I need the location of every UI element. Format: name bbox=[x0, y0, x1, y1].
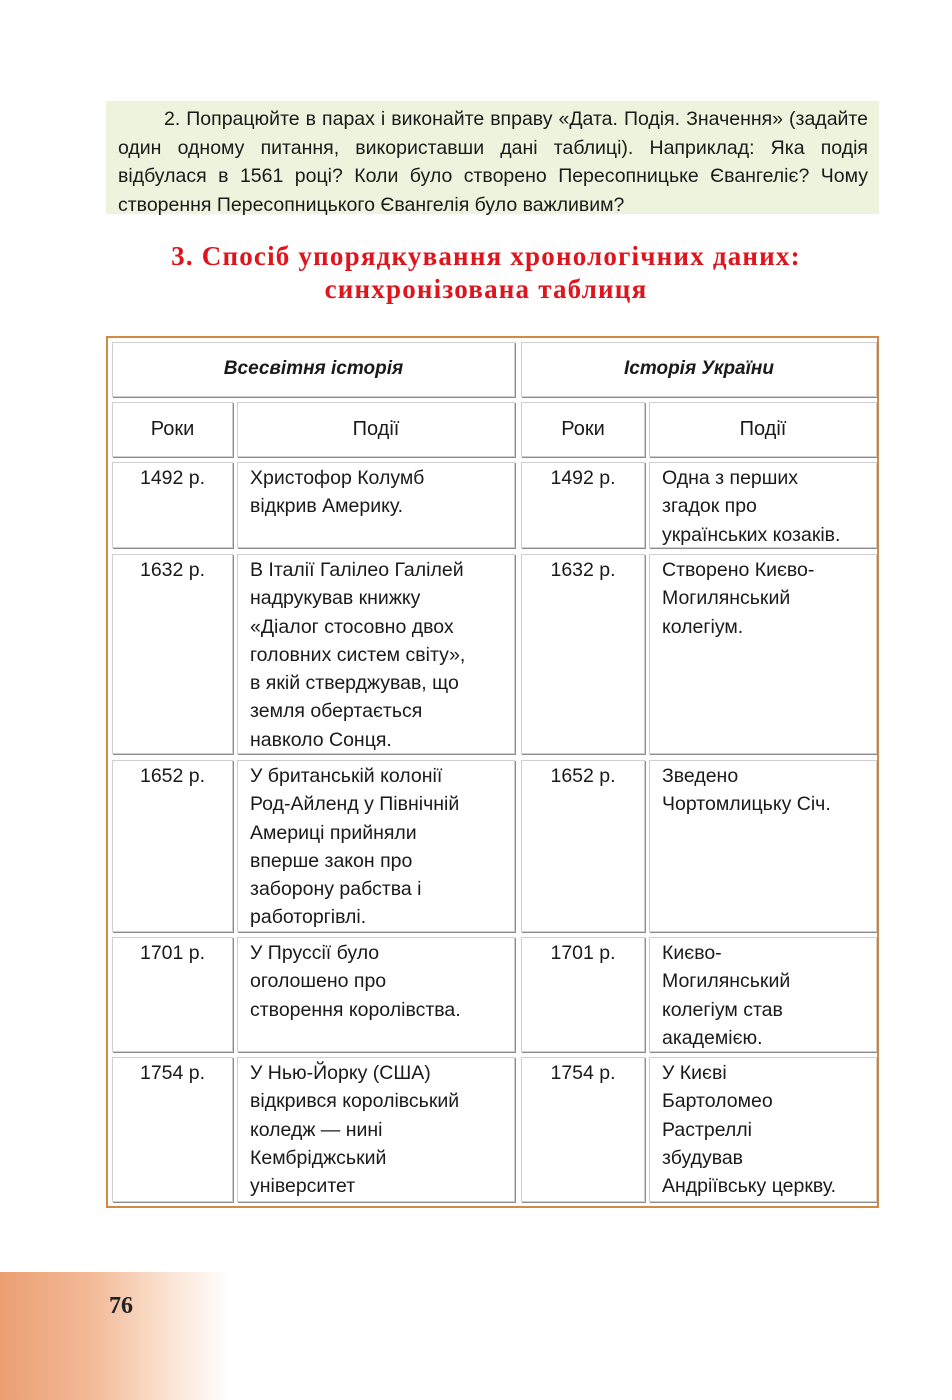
exercise-box bbox=[106, 101, 879, 214]
world-year-cell: 1492 р. bbox=[112, 462, 233, 548]
world-year-cell: 1701 р. bbox=[112, 937, 233, 1052]
ukraine-event-cell: Одна з перших згадок про українських козаків. bbox=[649, 462, 877, 548]
world-history-header-label: Всесвітня історія bbox=[223, 358, 404, 380]
world-year-cell: 1632 р. bbox=[112, 554, 233, 754]
exercise-text: 2. Попрацюйте в парах і виконайте вправу «Дата. Подія. Значення» (задайте один одному питання, використавши дані таблиці). Наприклад: Яка подія відбулася в 1561 році? Коли було створено Пересопницьке Євангеліє? Чому створення Пересопницького Євангелія було важливим? bbox=[118, 108, 868, 216]
world-event-cell: У Нью-Йорку (США) відкрився королівський коледж — нині Кембріджський університет bbox=[237, 1057, 515, 1202]
ukraine-events-header bbox=[649, 402, 877, 457]
ukraine-events-label: Події bbox=[739, 418, 787, 441]
world-events-label: Події bbox=[352, 418, 400, 441]
world-events-header bbox=[237, 402, 515, 457]
world-year-cell: 1652 р. bbox=[112, 760, 233, 932]
synchronized-table bbox=[106, 336, 879, 1208]
world-event-cell: В Італії Галілео Галілей надрукував книжку «Діалог стосовно двох головних систем світу», в якій стверджував, що земля обертається навколо Сонця. bbox=[237, 554, 515, 754]
ukraine-event-cell: У Києві Бартоломео Растреллі збудував Андріївську церкву. bbox=[649, 1057, 877, 1202]
ukraine-years-label: Роки bbox=[561, 418, 605, 441]
ukraine-event-cell: Києво- Могилянський колегіум став академією. bbox=[649, 937, 877, 1052]
ukraine-history-header-label: Історія України bbox=[623, 358, 774, 380]
world-event-cell: Христофор Колумб відкрив Америку. bbox=[237, 462, 515, 548]
ukraine-years-header bbox=[521, 402, 645, 457]
section-title-line-2: синхронізована таблиця bbox=[324, 274, 648, 304]
section-title-line-1: 3. Спосіб упорядкування хронологічних даних: bbox=[171, 241, 801, 271]
ukraine-year-cell: 1754 р. bbox=[521, 1057, 645, 1202]
ukraine-year-cell: 1652 р. bbox=[521, 760, 645, 932]
ukraine-history-header bbox=[521, 342, 877, 397]
page-number: 76 bbox=[109, 1293, 133, 1319]
world-year-cell: 1754 р. bbox=[112, 1057, 233, 1202]
section-title bbox=[60, 240, 912, 306]
ukraine-year-cell: 1632 р. bbox=[521, 554, 645, 754]
world-history-header bbox=[112, 342, 515, 397]
ukraine-event-cell: Зведено Чортомлицьку Січ. bbox=[649, 760, 877, 932]
page-footer-strip bbox=[0, 1272, 952, 1400]
ukraine-year-cell: 1701 р. bbox=[521, 937, 645, 1052]
world-years-header bbox=[112, 402, 233, 457]
world-event-cell: У британській колонії Род-Айленд у Північній Америці прийняли вперше закон про заборону рабства і работоргівлі. bbox=[237, 760, 515, 932]
world-years-label: Роки bbox=[150, 418, 195, 441]
world-event-cell: У Пруссії було оголошено про створення королівства. bbox=[237, 937, 515, 1052]
ukraine-event-cell: Створено Києво- Могилянський колегіум. bbox=[649, 554, 877, 754]
ukraine-year-cell: 1492 р. bbox=[521, 462, 645, 548]
